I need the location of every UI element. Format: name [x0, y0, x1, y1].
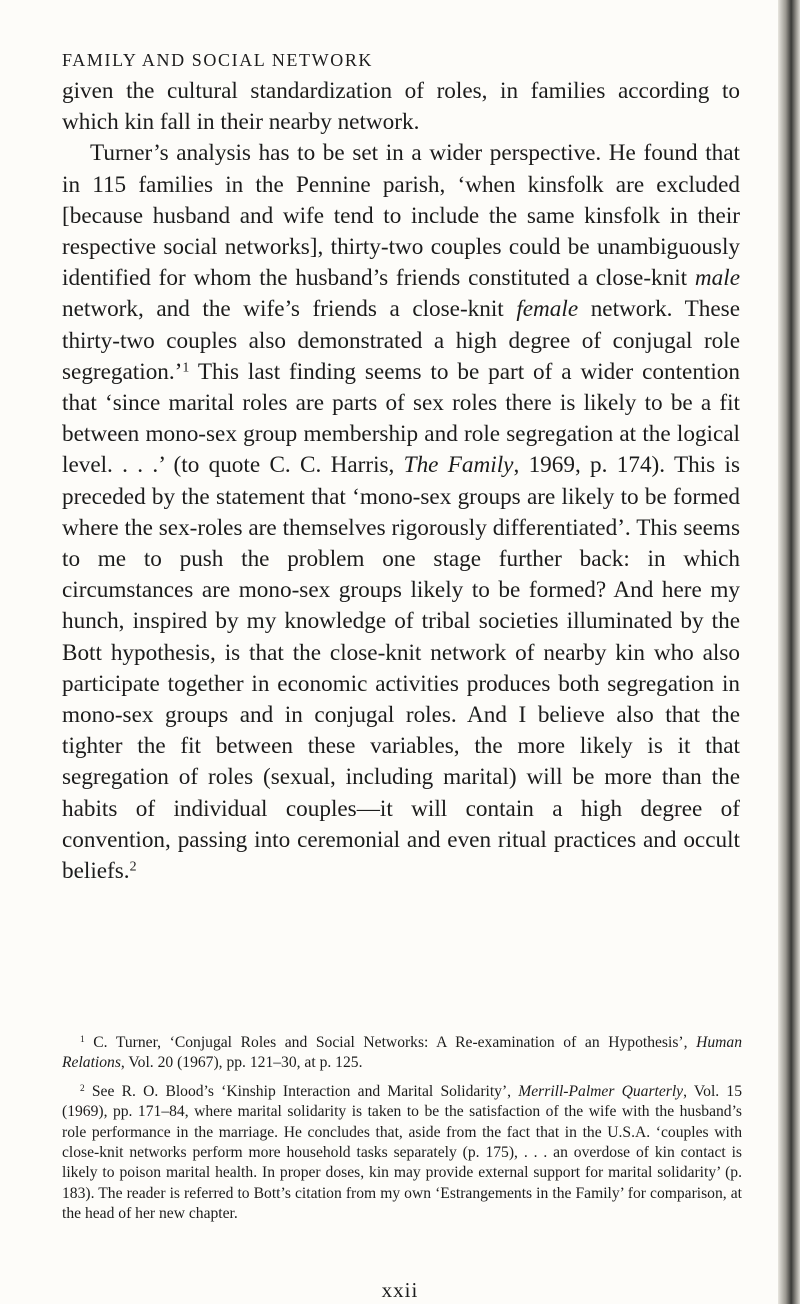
paragraph-2	[62, 138, 740, 887]
text-run: network, and the wife’s friends a close-knit	[62, 296, 517, 323]
text-run: network. These thirty-two couples also demonstrated a high degree of conjugal role segregation.’	[62, 296, 740, 385]
text-run: Turner’s analysis has to be set in a wider perspective. He found that in 115 families in the Pennine parish, ‘when kinsfolk are excluded [because husband and wife tend to include the same kinsfolk in their respective social networks], thirty-two couples could be unambiguously identified for whom the husband’s friends constituted a close-knit	[62, 140, 740, 292]
footnote-marker: 1	[80, 1034, 85, 1045]
footnote-1	[62, 1033, 742, 1074]
footnotes	[62, 1033, 742, 1225]
text-run: , 1969, p. 174). This is preceded by the statement that ‘mono-sex groups are likely to be formed where the sex-roles are themselves rigorously differentiated’. This seems to me to push the problem one stage further back: in which circumstances are mono-sex groups likely to be formed? And here my hunch, inspired by my knowledge of tribal societies illuminated by the Bott hypothesis, is that the close-knit network of nearby kin who also participate together in economic activities produces both segregation in mono-sex groups and in conjugal roles. And I believe also that the tighter the fit between these variables, the more likely is it that segregation of roles (sexual, including marital) will be more than the habits of individual couples—it will contain a high degree of convention, passing into ceremonial and even ritual practices and occult beliefs.	[62, 452, 740, 885]
journal-title: Human Relations	[62, 1034, 742, 1072]
journal-title: Merrill-Palmer Quarterly	[518, 1082, 684, 1100]
footnote-2	[62, 1082, 742, 1225]
footnote-marker: 2	[80, 1083, 85, 1094]
text-run: , Vol. 15 (1969), pp. 171–84, where marital solidarity is taken to be the satisfaction of the wife with the husband’s role performance in the marriage. He concludes that, aside from the fact that in the U.S.A. ‘couples with close-knit networks perform more household tasks separately (p. 175), . . . an overdose of kin contact is likely to poison marital health. In proper doses, kin may provide external support for marital solidarity’ (p. 183). The reader is referred to Bott’s citation from my own ‘Estrangements in the Family’ for comparison, at the head of her new chapter.	[62, 1082, 742, 1223]
italic-emphasis: male	[694, 265, 740, 292]
paragraph-1: given the cultural standardization of roles, in families according to which kin fall in their nearby network.	[62, 78, 740, 136]
text-run: C. Turner, ‘Conjugal Roles and Social Networks: A Re-examination of an Hypothesis’,	[84, 1034, 697, 1051]
body-text	[62, 76, 740, 887]
text-run: , Vol. 20 (1967), pp. 121–30, at p. 125.	[120, 1054, 363, 1072]
footnote-ref-1[interactable]: 1	[182, 360, 190, 376]
text-run: See R. O. Blood’s ‘Kinship Interaction and Marital Solidarity’,	[84, 1082, 519, 1100]
italic-emphasis: female	[516, 296, 579, 323]
text-run: This last finding seems to be part of a wider contention that ‘since marital roles are parts of sex roles there is likely to be a fit between mono-sex group membership and role segregation at the logical level. . . .’ (to quote C. C. Harris,	[62, 358, 740, 479]
book-spine-shadow	[778, 0, 800, 1304]
page-number: xxii	[381, 1278, 419, 1302]
book-title: The Family	[403, 452, 514, 479]
running-head: FAMILY AND SOCIAL NETWORK	[62, 50, 374, 70]
footnote-ref-2[interactable]: 2	[129, 859, 137, 875]
